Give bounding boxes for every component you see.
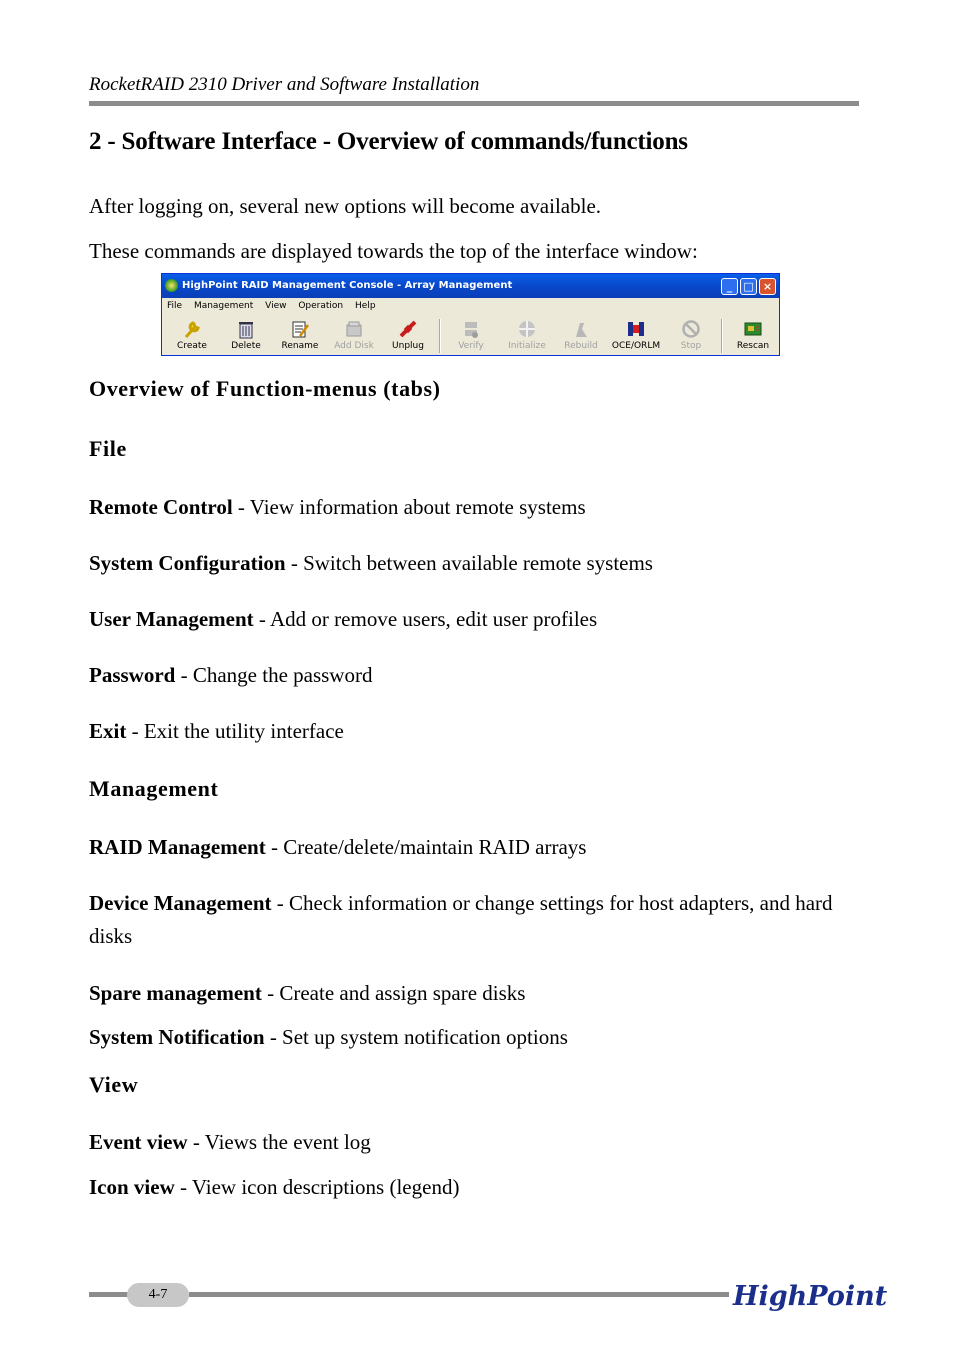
create-button[interactable] (165, 315, 219, 355)
footer-rule (189, 1292, 729, 1297)
menu-operation[interactable]: Operation (298, 301, 344, 311)
verify-button[interactable] (444, 315, 498, 355)
item-desc: - Set up system notification options (264, 1025, 568, 1049)
rebuild-button[interactable] (554, 315, 608, 355)
initialize-button[interactable] (500, 315, 554, 355)
trash-icon (236, 319, 256, 340)
page-number: 4-7 (127, 1283, 189, 1307)
item-term: Exit (89, 719, 127, 743)
file-item-remote-control (89, 491, 849, 524)
maximize-icon[interactable]: □ (740, 278, 757, 295)
item-term: Icon view (89, 1175, 175, 1199)
item-term: Spare management (89, 981, 262, 1005)
rename-icon (290, 319, 310, 340)
wrench-icon (182, 319, 202, 340)
rename-button[interactable] (273, 315, 327, 355)
item-desc: - Change the password (175, 663, 373, 687)
item-desc: - Views the event log (187, 1130, 371, 1154)
oce-orlm-button[interactable] (609, 315, 663, 355)
verify-icon (461, 319, 481, 340)
initialize-label: Initialize (508, 341, 546, 351)
overview-heading: Overview of Function-menus (tabs) (89, 376, 441, 401)
unplug-label: Unplug (392, 341, 424, 351)
management-item-device (89, 887, 849, 953)
item-desc: - View information about remote systems (232, 495, 586, 519)
file-item-password (89, 659, 849, 692)
app-window-screenshot (161, 273, 780, 356)
item-term: Remote Control (89, 495, 233, 519)
running-header: RocketRAID 2310 Driver and Software Installation (89, 74, 480, 95)
rebuild-label: Rebuild (564, 341, 598, 351)
logo-text: HighPoint (733, 1281, 888, 1312)
management-item-spare (89, 977, 849, 1010)
file-heading: File (89, 436, 127, 461)
section-heading: 2 - Software Interface - Overview of commands/functions (89, 128, 688, 155)
oce-icon (626, 319, 646, 340)
stop-label: Stop (680, 341, 702, 351)
rescan-button[interactable] (726, 315, 780, 355)
item-desc: - Create and assign spare disks (261, 981, 526, 1005)
view-item-icon (89, 1171, 849, 1204)
toolbar-separator (439, 319, 441, 353)
window-titlebar (162, 274, 779, 298)
management-item-notification (89, 1021, 849, 1054)
footer-rule-left (89, 1292, 129, 1297)
unplug-button[interactable] (381, 315, 435, 355)
create-label: Create (177, 341, 207, 351)
view-heading: View (89, 1072, 139, 1097)
view-item-event (89, 1126, 849, 1159)
rescan-label: Rescan (736, 341, 770, 351)
item-term: Device Management (89, 891, 272, 915)
item-desc: - Add or remove users, edit user profiles (253, 607, 598, 631)
delete-label: Delete (231, 341, 261, 351)
rename-label: Rename (281, 341, 319, 351)
management-heading: Management (89, 776, 219, 801)
unplug-icon (398, 319, 418, 340)
file-item-system-configuration (89, 547, 849, 580)
header-rule (89, 101, 859, 106)
menu-file[interactable]: File (167, 301, 183, 311)
item-term: RAID Management (89, 835, 266, 859)
item-term: System Configuration (89, 551, 286, 575)
item-term: Password (89, 663, 176, 687)
highpoint-logo (731, 1276, 888, 1316)
rescan-icon (743, 319, 763, 340)
management-item-raid (89, 831, 849, 864)
stop-button[interactable] (664, 315, 718, 355)
file-item-exit (89, 715, 849, 748)
minimize-icon[interactable]: _ (721, 278, 738, 295)
item-desc: - Switch between available remote systems (285, 551, 653, 575)
item-term: User Management (89, 607, 254, 631)
item-desc: - Create/delete/maintain RAID arrays (265, 835, 587, 859)
menu-help[interactable]: Help (355, 301, 376, 311)
menu-management[interactable]: Management (193, 301, 254, 311)
delete-button[interactable] (219, 315, 273, 355)
intro-paragraph-1: After logging on, several new options will become available. (89, 194, 602, 218)
item-desc: - View icon descriptions (legend) (174, 1175, 460, 1199)
file-item-user-management (89, 603, 849, 636)
window-title: HighPoint RAID Management Console - Array Management (182, 280, 513, 291)
toolbar (162, 315, 779, 356)
menu-view[interactable]: View (265, 301, 287, 311)
app-icon (165, 279, 178, 292)
stop-icon (681, 319, 701, 340)
item-desc: - Check information or change settings for host adapters, and hard disks (89, 891, 833, 948)
rebuild-icon (571, 319, 591, 340)
verify-label: Verify (458, 341, 484, 351)
oce-orlm-label: OCE/ORLM (611, 341, 661, 351)
add-disk-button[interactable] (327, 315, 381, 355)
intro-paragraph-2: These commands are displayed towards the top of the interface window: (89, 239, 698, 263)
item-term: Event view (89, 1130, 188, 1154)
toolbar-separator (721, 319, 723, 353)
item-term: System Notification (89, 1025, 265, 1049)
menu-bar (162, 298, 779, 314)
add-disk-label: Add Disk (334, 341, 374, 351)
add-disk-icon (344, 319, 364, 340)
item-desc: - Exit the utility interface (126, 719, 344, 743)
initialize-icon (517, 319, 537, 340)
close-icon[interactable]: × (759, 278, 776, 295)
